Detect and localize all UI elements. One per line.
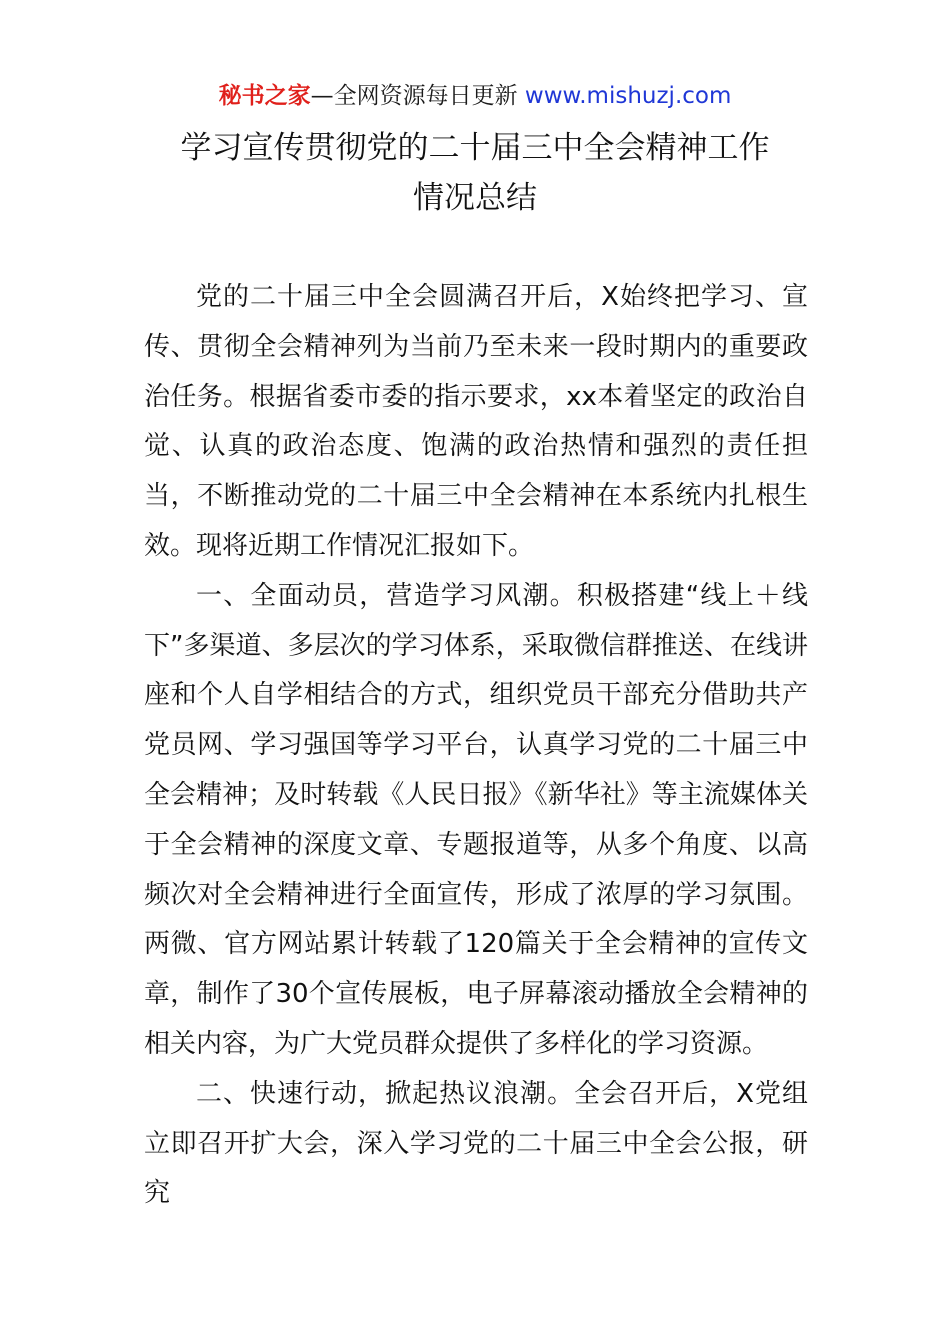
document-body xyxy=(144,273,808,1219)
paragraph-intro: 党的二十届三中全会圆满召开后，X始终把学习、宣传、贯彻全会精神列为当前乃至未来一段时期内的重要政治任务。根据省委市委的指示要求，xx本着坚定的政治自觉、认真的政治态度、饱满的政治热情和强烈的责任担当，不断推动党的二十届三中全会精神在本系统内扎根生效。现将近期工作情况汇报如下。 xyxy=(144,282,808,561)
paragraph-section-1: 一、全面动员，营造学习风潮。积极搭建“线上＋线下”多渠道、多层次的学习体系，采取微信群推送、在线讲座和个人自学相结合的方式，组织党员干部充分借助共产党员网、学习强国等学习平台，认真学习党的二十届三中全会精神；及时转载《人民日报》《新华社》等主流媒体关于全会精神的深度文章、专题报道等，从多个角度、以高频次对全会精神进行全面宣传，形成了浓厚的学习氛围。两微、官方网站累计转载了120篇关于全会精神的宣传文章，制作了30个宣传展板，电子屏幕滚动播放全会精神的相关内容，为广大党员群众提供了多样化的学习资源。 xyxy=(144,580,808,1059)
site-tagline: —全网资源每日更新 xyxy=(310,83,525,109)
paragraph-section-2: 二、快速行动，掀起热议浪潮。全会召开后，X党组立即召开扩大会，深入学习党的二十届三中全会公报，研究 xyxy=(144,1078,808,1209)
site-url-link[interactable]: www.mishuzj.com xyxy=(524,83,732,109)
document-title-line-2: 情况总结 xyxy=(413,180,537,216)
document-title-line-1: 学习宣传贯彻党的二十届三中全会精神工作 xyxy=(180,130,770,166)
brand-name: 秘书之家 xyxy=(218,83,311,109)
site-header xyxy=(0,80,950,112)
